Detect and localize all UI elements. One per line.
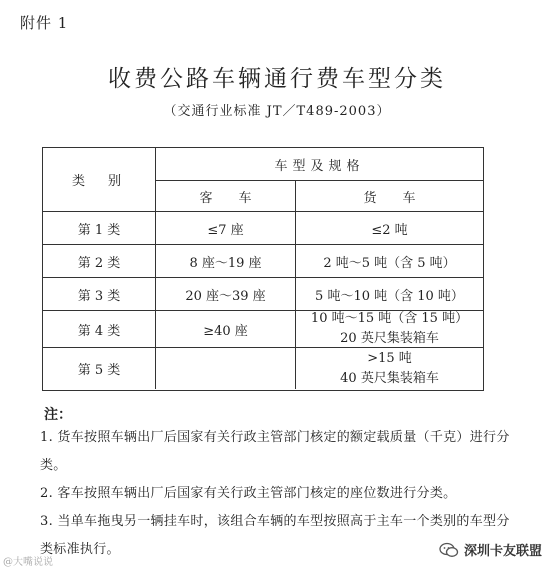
row-4-category: 第 4 类 bbox=[77, 323, 121, 339]
header-spec: 车型及规格 bbox=[274, 158, 365, 174]
row-2-category: 第 2 类 bbox=[77, 255, 121, 271]
watermark-right bbox=[439, 540, 542, 559]
header-cargo: 货 车 bbox=[363, 190, 416, 206]
watermark-left: @大嘴说说 bbox=[3, 557, 53, 568]
row-5-cargo-line2: 40 英尺集装箱车 bbox=[340, 370, 439, 386]
row-1-passenger: ≤7 座 bbox=[207, 222, 244, 238]
row-5-passenger bbox=[156, 348, 295, 389]
row-4-cargo-line1: 10 吨～15 吨（含 15 吨） bbox=[310, 311, 469, 326]
notes-heading: 注： bbox=[44, 407, 72, 423]
row-4-cargo-line2: 20 英尺集装箱车 bbox=[340, 331, 439, 346]
attachment-label: 附件 1 bbox=[20, 14, 69, 32]
watermark-right-text: 深圳卡友联盟 bbox=[463, 544, 542, 559]
row-3-passenger: 20 座～39 座 bbox=[185, 288, 266, 304]
note-1: 1. 货车按照车辆出厂后国家有关行政主管部门核定的额定载质量（千克）进行分类。 bbox=[40, 430, 510, 473]
row-4-passenger: ≥40 座 bbox=[203, 323, 248, 339]
row-5-category: 第 5 类 bbox=[77, 363, 121, 378]
row-5-cargo bbox=[296, 348, 483, 389]
row-3-category: 第 3 类 bbox=[77, 288, 121, 304]
note-3: 3. 当单车拖曳另一辆挂车时，该组合车辆的车型按照高于主车一个类别的车型分类标准执行。 bbox=[40, 514, 510, 557]
wechat-icon bbox=[439, 542, 459, 558]
vehicle-class-table bbox=[42, 147, 484, 391]
row-5-cargo-line1: >15 吨 bbox=[367, 350, 412, 366]
row-2-passenger: 8 座～19 座 bbox=[189, 255, 262, 271]
header-passenger: 客 车 bbox=[199, 190, 252, 206]
row-3-cargo: 5 吨～10 吨（含 10 吨） bbox=[315, 288, 464, 304]
document-subtitle: （交通行业标准 JT／T489-2003） bbox=[163, 104, 391, 119]
header-category: 类 别 bbox=[71, 174, 126, 189]
row-2-cargo: 2 吨～5 吨（含 5 吨） bbox=[323, 255, 456, 271]
row-1-cargo: ≤2 吨 bbox=[371, 222, 408, 238]
row-1-category: 第 1 类 bbox=[77, 222, 121, 238]
row-4-cargo bbox=[296, 311, 483, 347]
document-title: 收费公路车辆通行费车型分类 bbox=[108, 66, 446, 92]
note-2: 2. 客车按照车辆出厂后国家有关行政主管部门核定的座位数进行分类。 bbox=[40, 486, 457, 501]
